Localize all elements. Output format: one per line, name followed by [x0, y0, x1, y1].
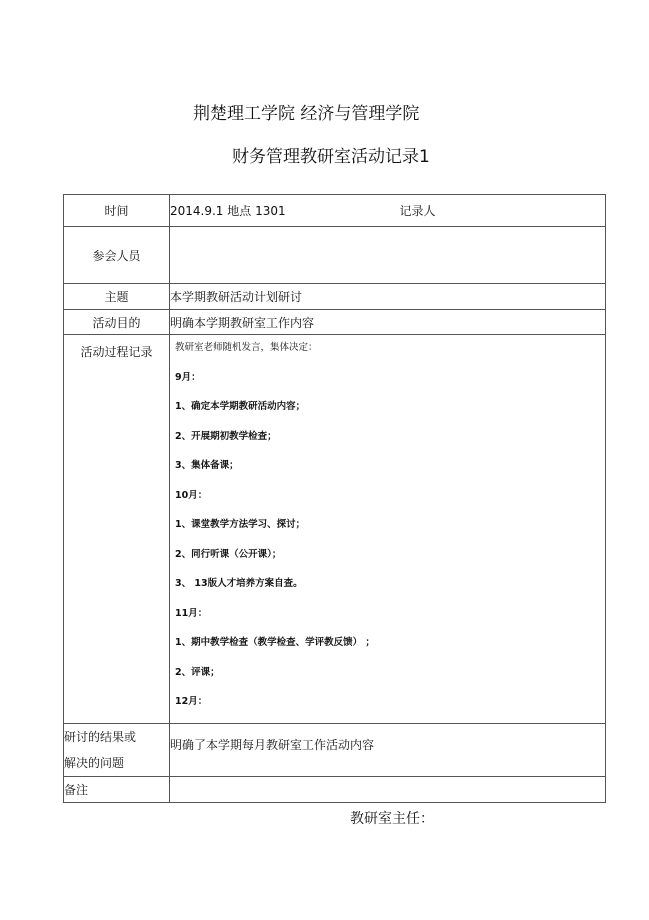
remark-row — [64, 776, 606, 802]
document-title: 财务管理教研室活动记录1 — [232, 147, 430, 167]
process-line: 12月： — [175, 696, 208, 707]
process-line: 1、期中教学检查（教学检查、学评教反馈） ； — [175, 637, 375, 648]
time-label: 时间 — [64, 195, 170, 227]
time-value: 2014.9.1 地点 1301 — [170, 204, 286, 218]
result-label-line2: 解决的问题 — [64, 755, 125, 770]
process-line: 10月： — [175, 489, 208, 501]
remark-value — [170, 776, 606, 802]
institution-title: 荆楚理工学院 经济与管理学院 — [193, 104, 420, 124]
purpose-value: 明确本学期教研室工作内容 — [170, 310, 606, 335]
remark-label: 备注 — [64, 776, 170, 802]
process-line: 9月： — [175, 371, 201, 383]
process-line: 3、集体备课； — [175, 460, 239, 471]
process-line: 2、开展期初教学检查； — [175, 430, 277, 442]
time-value-cell — [170, 195, 606, 227]
director-signature-label: 教研室主任： — [350, 811, 434, 827]
process-line: 11月： — [175, 607, 208, 619]
attendees-label: 参会人员 — [64, 227, 170, 284]
topic-value: 本学期教研活动计划研讨 — [170, 284, 606, 310]
attendees-value — [170, 227, 606, 284]
process-line: 2、同行听课（公开课）； — [175, 548, 282, 560]
process-label: 活动过程记录 — [64, 335, 170, 724]
result-label — [64, 723, 170, 776]
activity-record-table — [63, 194, 606, 803]
process-cell — [170, 335, 606, 724]
process-line: 1、确定本学期教研活动内容； — [175, 401, 306, 412]
process-line: 2、评课； — [175, 666, 220, 678]
purpose-label: 活动目的 — [64, 310, 170, 335]
process-list — [170, 335, 605, 723]
process-row — [64, 335, 606, 724]
topic-label: 主题 — [64, 284, 170, 310]
process-line: 1、课堂教学方法学习、探讨； — [175, 519, 306, 530]
time-row — [64, 195, 606, 227]
result-value: 明确了本学期每月教研室工作活动内容 — [170, 723, 606, 776]
result-row — [64, 723, 606, 776]
process-line: 3、 13版人才培养方案自查。 — [175, 578, 303, 589]
process-line: 教研室老师随机发言，集体决定： — [175, 342, 318, 353]
topic-row — [64, 284, 606, 310]
recorder-label: 记录人 — [399, 204, 436, 218]
purpose-row — [64, 310, 606, 335]
result-label-line1: 研讨的结果或 — [64, 729, 137, 744]
attendees-row — [64, 227, 606, 284]
